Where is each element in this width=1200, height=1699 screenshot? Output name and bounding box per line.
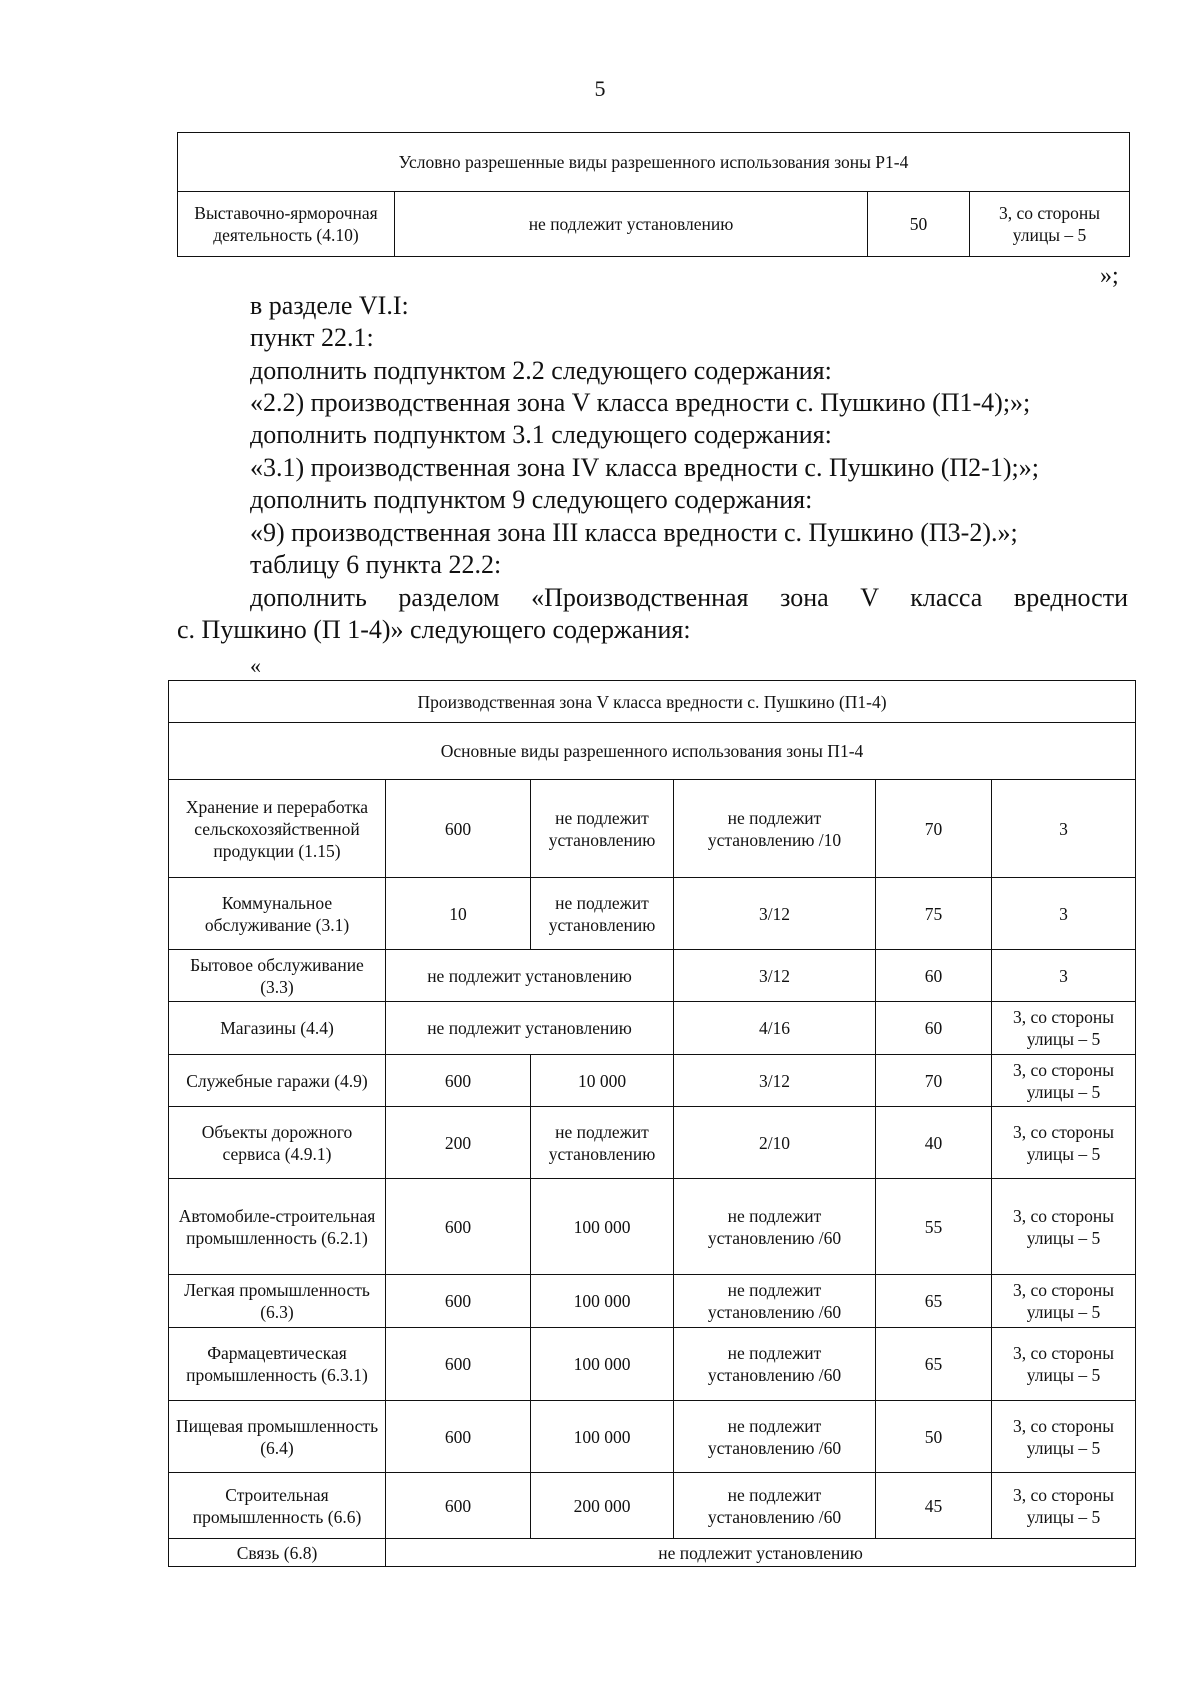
- table-cell: 3, со стороны улицы – 5: [992, 1275, 1136, 1328]
- table-row: [169, 1401, 1136, 1473]
- table-cell: не подлежит установлению /60: [674, 1275, 876, 1328]
- use-name-cell: Легкая промышленность (6.3): [169, 1275, 386, 1328]
- use-name-cell: Магазины (4.4): [169, 1002, 386, 1055]
- table-row: [169, 1539, 1136, 1567]
- text-line: дополнить подпунктом 9 следующего содержания:: [250, 485, 813, 514]
- table-cell: не подлежит установлению: [531, 780, 674, 878]
- table-cell: 10 000: [531, 1055, 674, 1107]
- use-name-cell: Фармацевтическая промышленность (6.3.1): [169, 1328, 386, 1401]
- table-cell: 50: [876, 1401, 992, 1473]
- table-cell: 70: [876, 1055, 992, 1107]
- table-cell: 600: [386, 1055, 531, 1107]
- table-cell: 50: [868, 192, 970, 257]
- table-cell: 100 000: [531, 1401, 674, 1473]
- use-name-cell: Бытовое обслуживание (3.3): [169, 950, 386, 1002]
- table-row: [169, 1179, 1136, 1275]
- table-row: [169, 950, 1136, 1002]
- table-row: [169, 1275, 1136, 1328]
- use-name-cell: Служебные гаражи (4.9): [169, 1055, 386, 1107]
- text-line: таблицу 6 пункта 22.2:: [250, 550, 502, 579]
- text-line: «2.2) производственная зона V класса вредности с. Пушкино (П1-4);»;: [250, 388, 1031, 417]
- table-cell: не подлежит установлению: [386, 1002, 674, 1055]
- table-cell: не подлежит установлению /60: [674, 1401, 876, 1473]
- table-cell: 3/12: [674, 950, 876, 1002]
- table-row: [169, 1002, 1136, 1055]
- table-cell: 75: [876, 878, 992, 950]
- text-line: в разделе VI.I:: [250, 291, 409, 320]
- table-cell: 600: [386, 1401, 531, 1473]
- page-number: 5: [594, 76, 606, 101]
- production-zone-table: [168, 680, 1136, 1567]
- text-line: с. Пушкино (П 1-4)» следующего содержания:: [177, 615, 691, 644]
- table-cell: 60: [876, 950, 992, 1002]
- table-cell: 100 000: [531, 1328, 674, 1401]
- use-name-cell: Пищевая промышленность (6.4): [169, 1401, 386, 1473]
- text-line: «3.1) производственная зона IV класса вредности с. Пушкино (П2-1);»;: [250, 453, 1039, 482]
- zone-title: Производственная зона V класса вредности с. Пушкино (П1-4): [169, 681, 1136, 723]
- text-line: дополнить подпунктом 3.1 следующего содержания:: [250, 420, 832, 449]
- table-cell: 3, со стороны улицы – 5: [992, 1473, 1136, 1539]
- table-cell: 65: [876, 1275, 992, 1328]
- table-cell: 600: [386, 780, 531, 878]
- zone-subtitle: Основные виды разрешенного использования зоны П1-4: [169, 723, 1136, 780]
- table-cell: 200 000: [531, 1473, 674, 1539]
- table-cell: не подлежит установлению: [531, 1107, 674, 1179]
- table-cell: 3: [992, 780, 1136, 878]
- table-cell: 600: [386, 1328, 531, 1401]
- use-name-cell: Выставочно-ярморочная деятельность (4.10): [178, 192, 395, 257]
- table-row: [169, 780, 1136, 878]
- table-row: [169, 1107, 1136, 1179]
- table-cell: не подлежит установлению /60: [674, 1328, 876, 1401]
- open-quote: «: [250, 653, 261, 678]
- table-cell: не подлежит установлению: [395, 192, 868, 257]
- table-row: [169, 1328, 1136, 1401]
- table-row: [169, 1473, 1136, 1539]
- use-name-cell: Коммунальное обслуживание (3.1): [169, 878, 386, 950]
- table-cell: 3, со стороны улицы – 5: [992, 1002, 1136, 1055]
- table-cell: 100 000: [531, 1275, 674, 1328]
- table-cell: не подлежит установлению /60: [674, 1179, 876, 1275]
- table-cell: 600: [386, 1473, 531, 1539]
- text-line: пункт 22.1:: [250, 323, 374, 352]
- table-cell: 60: [876, 1002, 992, 1055]
- conditional-use-header: Условно разрешенные виды разрешенного использования зоны Р1-4: [178, 133, 1130, 192]
- text-line: «9) производственная зона III класса вредности с. Пушкино (П3-2).»;: [250, 518, 1018, 547]
- table-cell: не подлежит установлению: [386, 950, 674, 1002]
- table-cell: 3, со стороны улицы – 5: [992, 1179, 1136, 1275]
- text-line: дополнить подпунктом 2.2 следующего содержания:: [250, 356, 832, 385]
- conditional-use-table: [177, 132, 1130, 257]
- table-row: [169, 1055, 1136, 1107]
- table-cell: 65: [876, 1328, 992, 1401]
- table-cell: 600: [386, 1179, 531, 1275]
- table-cell: 10: [386, 878, 531, 950]
- use-name-cell: Объекты дорожного сервиса (4.9.1): [169, 1107, 386, 1179]
- table-cell: 55: [876, 1179, 992, 1275]
- table-cell: 3: [992, 878, 1136, 950]
- table-cell: 40: [876, 1107, 992, 1179]
- table-cell: 3/12: [674, 878, 876, 950]
- table-cell: 3, со стороны улицы – 5: [992, 1328, 1136, 1401]
- use-name-cell: Строительная промышленность (6.6): [169, 1473, 386, 1539]
- use-name-cell: Автомобиле-строительная промышленность (6.2.1): [169, 1179, 386, 1275]
- table-cell: не подлежит установлению: [386, 1539, 1136, 1567]
- table-cell: 100 000: [531, 1179, 674, 1275]
- table-cell: 2/10: [674, 1107, 876, 1179]
- table-cell: 3, со стороны улицы – 5: [992, 1401, 1136, 1473]
- table-cell: 70: [876, 780, 992, 878]
- table-cell: 3/12: [674, 1055, 876, 1107]
- table-cell: 3, со стороны улицы – 5: [992, 1055, 1136, 1107]
- table-cell: 3, со стороны улицы – 5: [970, 192, 1130, 257]
- table-cell: 200: [386, 1107, 531, 1179]
- use-name-cell: Хранение и переработка сельскохозяйственной продукции (1.15): [169, 780, 386, 878]
- table-cell: 600: [386, 1275, 531, 1328]
- closing-quote: »;: [1100, 263, 1119, 289]
- table-cell: 4/16: [674, 1002, 876, 1055]
- table-row: [169, 878, 1136, 950]
- use-name-cell: Связь (6.8): [169, 1539, 386, 1567]
- table-cell: 3: [992, 950, 1136, 1002]
- table-cell: 45: [876, 1473, 992, 1539]
- table-cell: не подлежит установлению: [531, 878, 674, 950]
- table-cell: не подлежит установлению /60: [674, 1473, 876, 1539]
- table-cell: 3, со стороны улицы – 5: [992, 1107, 1136, 1179]
- text-line: дополнить разделом «Производственная зона V класса вредности: [250, 583, 1128, 612]
- table-cell: не подлежит установлению /10: [674, 780, 876, 878]
